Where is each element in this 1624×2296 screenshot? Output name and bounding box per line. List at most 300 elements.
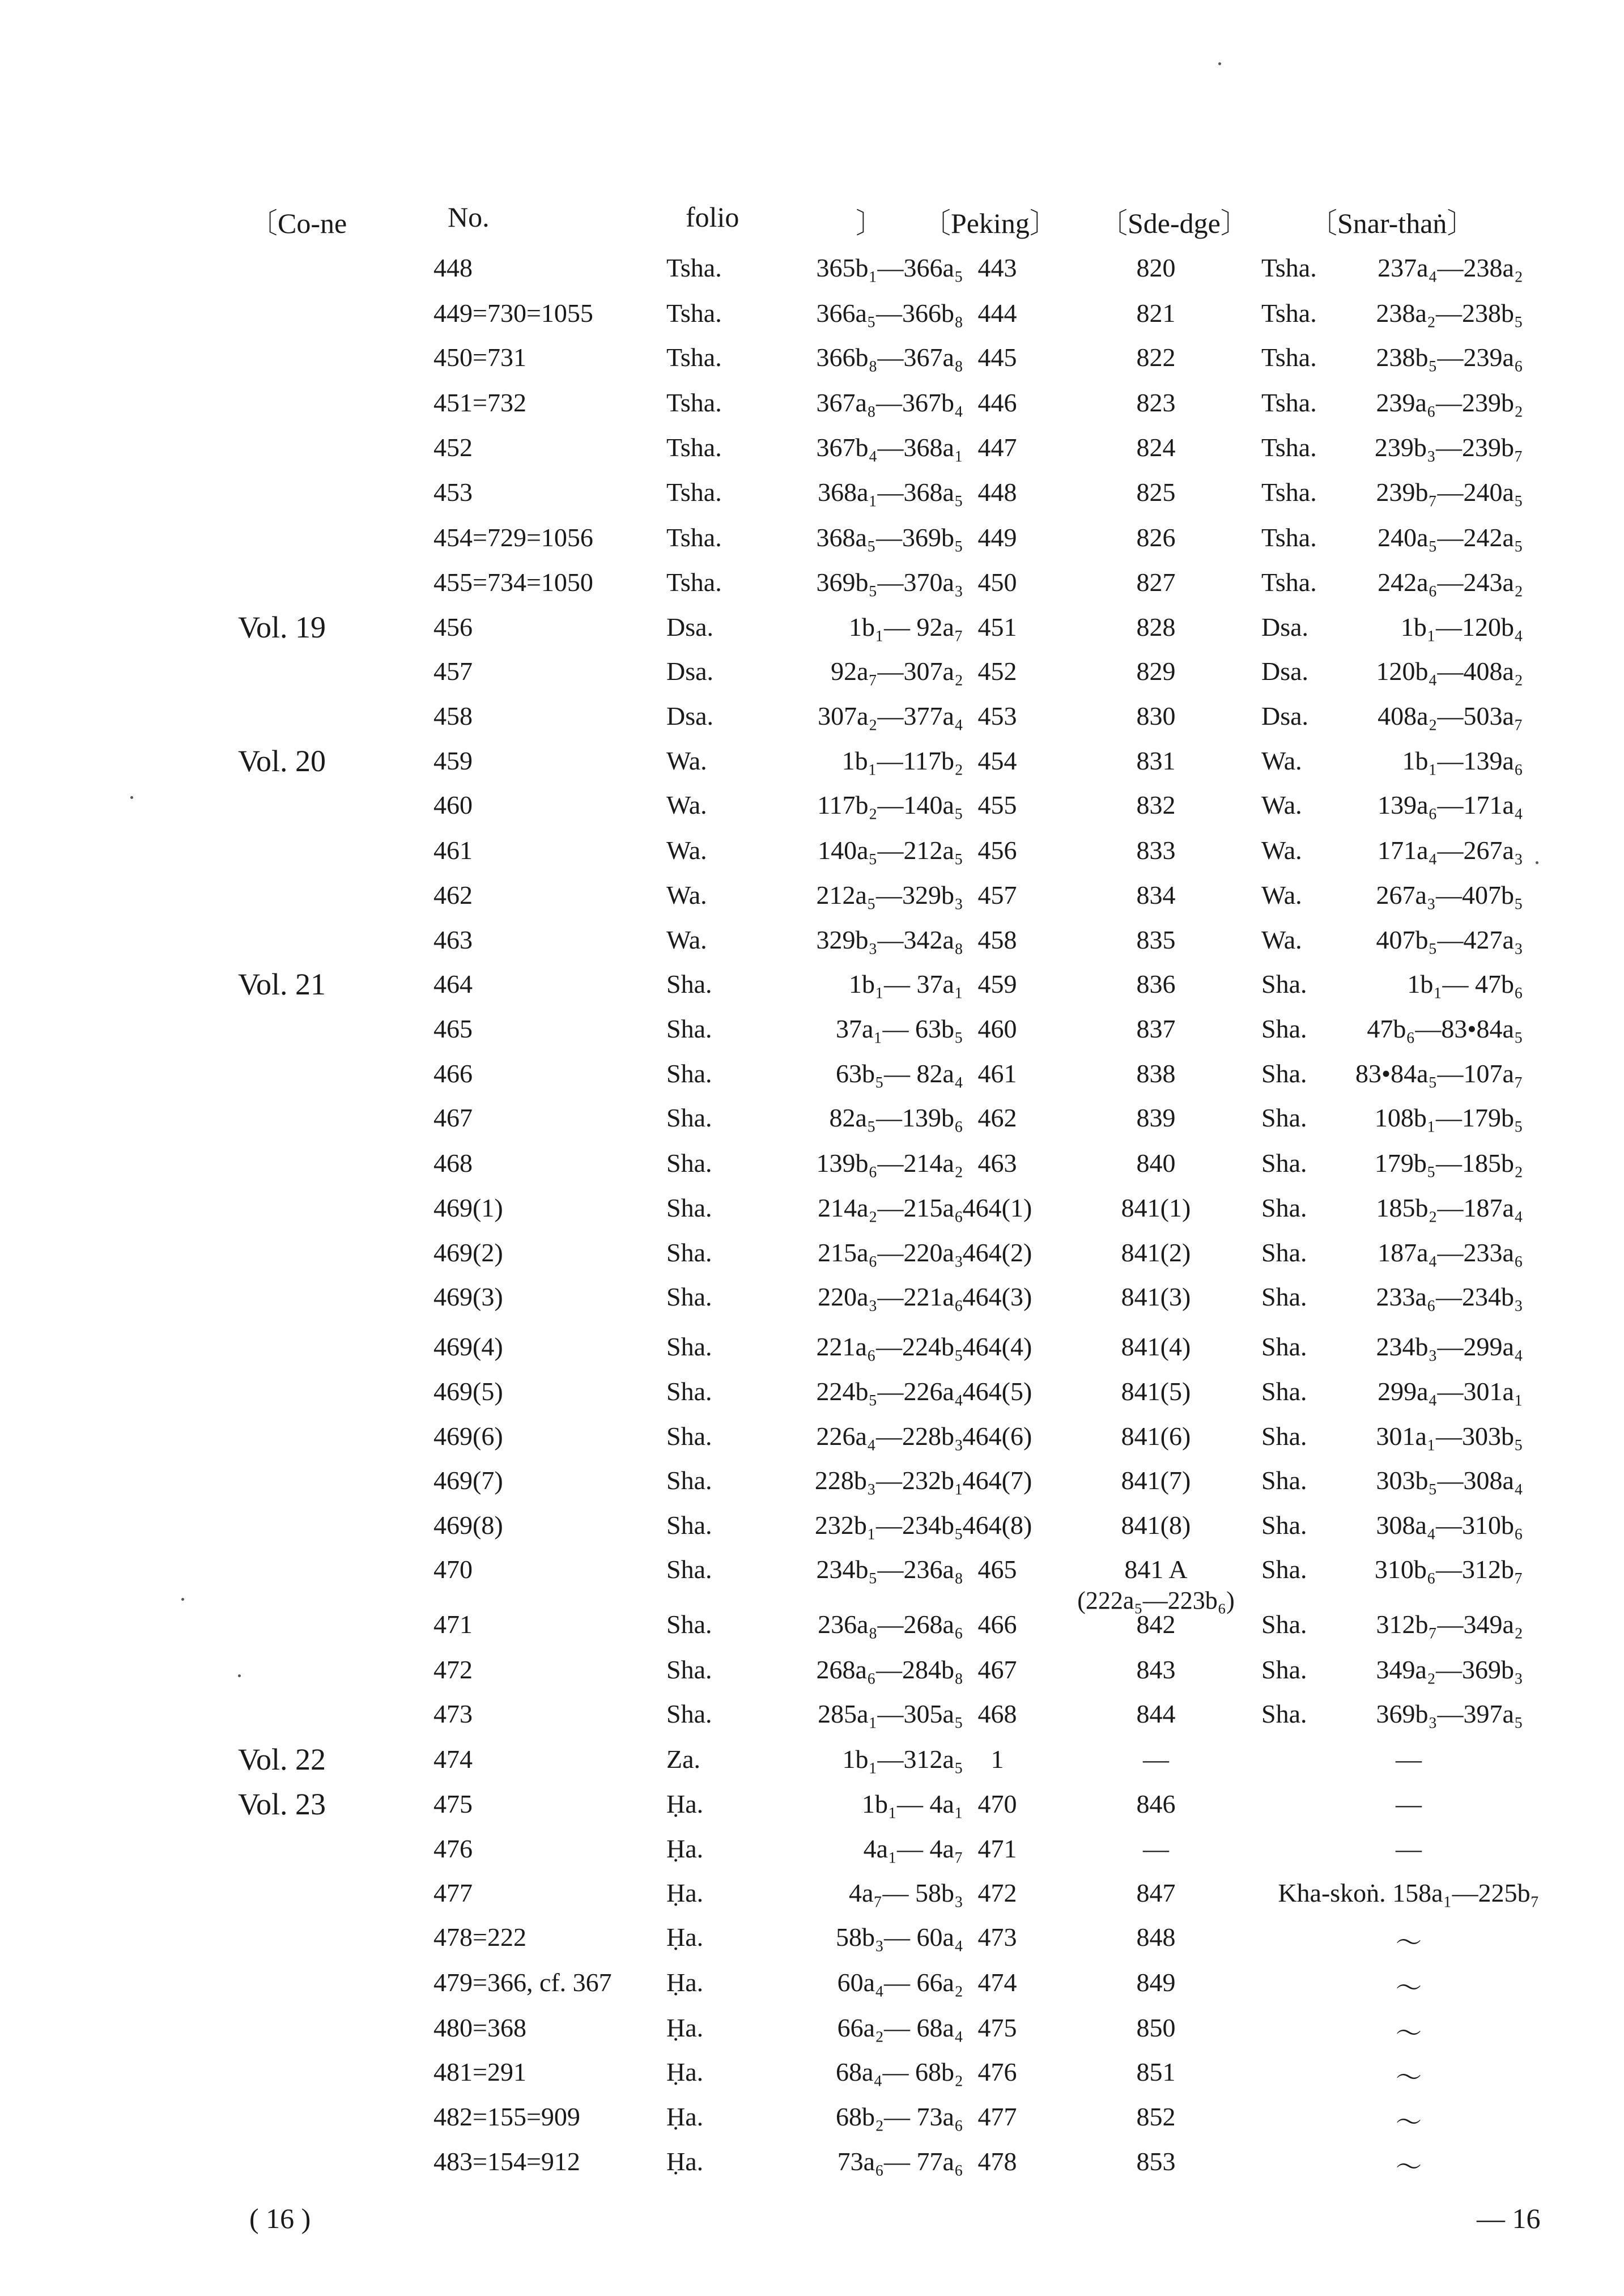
cone-number: 450=731 (433, 343, 526, 372)
folio-section: Wa. (666, 746, 707, 775)
folio-range: 236a₈—268a₆ (818, 1610, 963, 1639)
folio-section: Wa. (666, 881, 707, 909)
scan-speck (130, 796, 133, 799)
sdedge-number: — (1143, 1745, 1169, 1774)
folio-section: Tsha. (666, 299, 722, 328)
folio-range: 268a₆—284b₈ (816, 1655, 963, 1684)
peking-number: 454 (977, 746, 1017, 775)
peking-number: 443 (977, 253, 1017, 282)
cone-number: 466 (433, 1059, 473, 1088)
snarthan-range: 171a₄—267a₃ (1378, 836, 1523, 865)
snarthan-section: Sha. (1261, 1238, 1307, 1267)
table-row (0, 522, 1624, 567)
folio-range: 1b₁— 37a₁ (849, 970, 963, 998)
snarthan-range: 83•84a₅—107a₇ (1355, 1059, 1523, 1088)
sdedge-number: 844 (1136, 1699, 1176, 1728)
cone-number: 478=222 (433, 1923, 526, 1951)
folio-section: Ḥa. (666, 1834, 704, 1863)
sdedge-number: 823 (1136, 388, 1176, 417)
sdedge-number: 843 (1136, 1655, 1176, 1684)
table-row (0, 1465, 1624, 1510)
folio-section: Sha. (666, 1699, 712, 1728)
peking-number: 455 (977, 790, 1017, 819)
folio-range: 232b₁—234b₅ (814, 1511, 963, 1540)
peking-number: 464(4) (962, 1332, 1032, 1361)
sdedge-number: 831 (1136, 746, 1176, 775)
sdedge-number: 822 (1136, 343, 1176, 372)
snarthan-section: Dsa. (1261, 701, 1309, 730)
snarthan-range: 239b₃—239b₇ (1374, 433, 1523, 462)
sdedge-number: 824 (1136, 433, 1176, 462)
table-row (0, 1789, 1624, 1834)
cone-number: 468 (433, 1149, 473, 1177)
snarthan-section: Sha. (1261, 1149, 1307, 1177)
folio-range: 140a₅—212a₅ (818, 836, 963, 865)
table-row (0, 1148, 1624, 1193)
folio-range: 367b₄—368a₁ (816, 433, 963, 462)
table-row (0, 1103, 1624, 1147)
sdedge-number: 848 (1136, 1923, 1176, 1951)
table-row (0, 925, 1624, 970)
snarthan-range: 139a₆—171a₄ (1378, 790, 1523, 819)
table-row (0, 790, 1624, 835)
folio-section: Sha. (666, 970, 712, 998)
sdedge-number: 841(7) (1121, 1466, 1191, 1495)
peking-number: 464(6) (962, 1422, 1032, 1451)
peking-number: 462 (977, 1103, 1017, 1132)
volume-label: Vol. 20 (238, 744, 326, 778)
folio-section: Sha. (666, 1059, 712, 1088)
folio-section: Sha. (666, 1610, 712, 1639)
snarthan-range: 308a₄—310b₆ (1376, 1511, 1523, 1540)
folio-section: Wa. (666, 790, 707, 819)
sdedge-number: 840 (1136, 1149, 1176, 1177)
sdedge-number: 851 (1136, 2057, 1176, 2086)
cone-number: 458 (433, 701, 473, 730)
cone-number: 469(2) (433, 1238, 503, 1267)
cone-number: 469(4) (433, 1332, 503, 1361)
folio-range: 367a₈—367b₄ (816, 388, 963, 417)
snarthan-range: 187a₄—233a₆ (1378, 1238, 1523, 1267)
snarthan-range: 303b₅—308a₄ (1376, 1466, 1523, 1495)
cone-number: 479=366, cf. 367 (433, 1968, 612, 1997)
table-row (0, 567, 1624, 612)
peking-number: 476 (977, 2057, 1017, 2086)
table-row (0, 1058, 1624, 1103)
snarthan-entry: 〜 (1396, 2063, 1422, 2092)
folio-range: 226a₄—228b₃ (816, 1422, 963, 1451)
table-row (0, 1421, 1624, 1466)
snarthan-range: 242a₆—243a₂ (1378, 568, 1523, 597)
peking-number: 1 (990, 1745, 1004, 1774)
volume-label: Vol. 22 (238, 1742, 326, 1776)
scan-speck (238, 1674, 241, 1677)
cone-number: 467 (433, 1103, 473, 1132)
folio-section: Sha. (666, 1655, 712, 1684)
snarthan-range: 312b₇—349a₂ (1376, 1610, 1523, 1639)
cone-number: 475 (433, 1789, 473, 1818)
scan-speck (181, 1598, 184, 1601)
peking-number: 475 (977, 2013, 1017, 2042)
peking-number: 470 (977, 1789, 1017, 1818)
table-row (0, 656, 1624, 701)
snarthan-section: Tsha. (1261, 299, 1317, 328)
snarthan-entry: 〜 (1396, 2153, 1422, 2182)
sdedge-number: — (1143, 1834, 1169, 1863)
folio-section: Za. (666, 1745, 701, 1774)
snarthan-range: 239b₇—240a₅ (1376, 478, 1523, 507)
sdedge-number: 841(1) (1121, 1193, 1191, 1222)
folio-section: Sha. (666, 1193, 712, 1222)
table-row (0, 1834, 1624, 1878)
sdedge-number: 841(5) (1121, 1377, 1191, 1406)
peking-number: 449 (977, 523, 1017, 552)
snarthan-section: Sha. (1261, 1422, 1307, 1451)
snarthan-section: Wa. (1261, 925, 1302, 954)
volume-label: Vol. 23 (238, 1787, 326, 1821)
folio-range: 37a₁— 63b₅ (836, 1014, 963, 1043)
table-row (0, 1967, 1624, 2012)
snarthan-section: Sha. (1261, 1466, 1307, 1495)
snarthan-section: Tsha. (1261, 478, 1317, 507)
folio-section: Sha. (666, 1511, 712, 1540)
snarthan-section: Tsha. (1261, 568, 1317, 597)
folio-range: 234b₅—236a₈ (816, 1555, 963, 1584)
cone-number: 480=368 (433, 2013, 526, 2042)
folio-range: 4a₇— 58b₃ (849, 1878, 963, 1907)
cone-number: 460 (433, 790, 473, 819)
cone-number: 473 (433, 1699, 473, 1728)
peking-number: 445 (977, 343, 1017, 372)
sdedge-number: 841(4) (1121, 1332, 1191, 1361)
sdedge-number: 841(6) (1121, 1422, 1191, 1451)
table-row (0, 746, 1624, 790)
peking-number: 464(7) (962, 1466, 1032, 1495)
cone-number: 469(5) (433, 1377, 503, 1406)
folio-range: 215a₆—220a₃ (818, 1238, 963, 1267)
folio-section: Dsa. (666, 657, 714, 686)
table-row (0, 432, 1624, 477)
snarthan-section: Sha. (1261, 970, 1307, 998)
snarthan-entry: — (1396, 1834, 1422, 1863)
snarthan-section: Sha. (1261, 1655, 1307, 1684)
folio-section: Wa. (666, 836, 707, 865)
table-row (0, 2013, 1624, 2057)
snarthan-range: 301a₁—303b₅ (1376, 1422, 1523, 1451)
sdedge-number: 833 (1136, 836, 1176, 865)
snarthan-entry: — (1396, 1789, 1422, 1818)
folio-section: Sha. (666, 1422, 712, 1451)
header-snarthan: 〔Snar-thaṅ〕 (1309, 207, 1476, 239)
folio-range: 4a₁— 4a₇ (863, 1834, 963, 1863)
peking-number: 446 (977, 388, 1017, 417)
cone-number: 465 (433, 1014, 473, 1043)
sdedge-number: 841(3) (1121, 1282, 1191, 1311)
snarthan-range: 310b₆—312b₇ (1374, 1555, 1523, 1584)
cone-number: 451=732 (433, 388, 526, 417)
sdedge-number: 850 (1136, 2013, 1176, 2042)
snarthan-range: 239a₆—239b₂ (1376, 388, 1523, 417)
scan-speck (1536, 861, 1538, 864)
sdedge-number: 834 (1136, 881, 1176, 909)
folio-range: 221a₆—224b₅ (816, 1332, 963, 1361)
folio-section: Wa. (666, 925, 707, 954)
cone-number: 470 (433, 1555, 473, 1584)
folio-range: 1b₁—312a₅ (842, 1745, 963, 1774)
peking-number: 464(5) (962, 1377, 1032, 1406)
table-row (0, 1699, 1624, 1744)
cone-number: 455=734=1050 (433, 568, 593, 597)
snarthan-section: Sha. (1261, 1014, 1307, 1043)
cone-number: 456 (433, 613, 473, 641)
cone-number: 448 (433, 253, 473, 282)
snarthan-section: Sha. (1261, 1059, 1307, 1088)
table-row (0, 2146, 1624, 2191)
folio-range: 368a₅—369b₅ (816, 523, 963, 552)
peking-number: 464(8) (962, 1511, 1032, 1540)
folio-range: 224b₅—226a₄ (816, 1377, 963, 1406)
snarthan-section: Tsha. (1261, 253, 1317, 282)
folio-section: Sha. (666, 1377, 712, 1406)
snarthan-range: 234b₃—299a₄ (1376, 1332, 1523, 1361)
folio-section: Sha. (666, 1282, 712, 1311)
snarthan-entry: Kha-skoṅ. 158a₁—225b₇ (1278, 1878, 1540, 1907)
folio-section: Tsha. (666, 478, 722, 507)
folio-section: Sha. (666, 1014, 712, 1043)
peking-number: 471 (977, 1834, 1017, 1863)
snarthan-entry: 〜 (1396, 1928, 1422, 1957)
snarthan-section: Sha. (1261, 1555, 1307, 1584)
sdedge-number: 835 (1136, 925, 1176, 954)
table-row (0, 1744, 1624, 1789)
snarthan-range: 1b₁—120b₄ (1400, 613, 1523, 641)
folio-range: 212a₅—329b₃ (816, 881, 963, 909)
table-row (0, 1510, 1624, 1555)
cone-number: 462 (433, 881, 473, 909)
folio-section: Sha. (666, 1149, 712, 1177)
peking-number: 453 (977, 701, 1017, 730)
folio-range: 68b₂— 73a₆ (836, 2102, 963, 2131)
table-row (0, 835, 1624, 880)
folio-section: Tsha. (666, 343, 722, 372)
snarthan-entry: 〜 (1396, 1974, 1422, 2002)
cone-number: 477 (433, 1878, 473, 1907)
sdedge-number: 841(8) (1121, 1511, 1191, 1540)
cone-number: 453 (433, 478, 473, 507)
snarthan-section: Dsa. (1261, 613, 1309, 641)
header-cone: 〔Co-ne (249, 207, 347, 239)
snarthan-range: 1b₁—139a₆ (1402, 746, 1523, 775)
cone-number: 463 (433, 925, 473, 954)
folio-section: Sha. (666, 1103, 712, 1132)
folio-section: Ḥa. (666, 2147, 704, 2176)
folio-section: Sha. (666, 1466, 712, 1495)
snarthan-range: 408a₂—503a₇ (1378, 701, 1523, 730)
sdedge-number: 852 (1136, 2102, 1176, 2131)
cone-number: 457 (433, 657, 473, 686)
table-row (0, 1878, 1624, 1923)
table-row (0, 880, 1624, 925)
peking-number: 447 (977, 433, 1017, 462)
table-row (0, 612, 1624, 657)
header-peking: 〔Peking〕 (922, 207, 1058, 239)
snarthan-section: Sha. (1261, 1332, 1307, 1361)
snarthan-section: Sha. (1261, 1282, 1307, 1311)
cone-number: 469(6) (433, 1422, 503, 1451)
peking-number: 467 (977, 1655, 1017, 1684)
folio-range: 82a₅—139b₆ (829, 1103, 963, 1132)
table-row (0, 1655, 1624, 1699)
sdedge-number: 830 (1136, 701, 1176, 730)
cone-number: 454=729=1056 (433, 523, 593, 552)
snarthan-section: Wa. (1261, 746, 1302, 775)
folio-section: Dsa. (666, 701, 714, 730)
sdedge-number: 847 (1136, 1878, 1176, 1907)
cone-number: 452 (433, 433, 473, 462)
peking-number: 473 (977, 1923, 1017, 1951)
folio-range: 220a₃—221a₆ (818, 1282, 963, 1311)
folio-range: 92a₇—307a₂ (831, 657, 963, 686)
snarthan-range: 185b₂—187a₄ (1376, 1193, 1523, 1222)
scan-speck (1218, 62, 1221, 65)
peking-number: 466 (977, 1610, 1017, 1639)
snarthan-range: 108b₁—179b₅ (1374, 1103, 1523, 1132)
folio-range: 66a₂— 68a₄ (837, 2013, 963, 2042)
cone-number: 472 (433, 1655, 473, 1684)
table-row (0, 1193, 1624, 1238)
cone-number: 461 (433, 836, 473, 865)
folio-range: 139b₆—214a₂ (816, 1149, 963, 1177)
folio-range: 68a₄— 68b₂ (836, 2057, 963, 2086)
table-row (0, 253, 1624, 297)
folio-section: Ḥa. (666, 2102, 704, 2131)
snarthan-range: 179b₅—185b₂ (1374, 1149, 1523, 1177)
folio-range: 1b₁— 4a₁ (862, 1789, 963, 1818)
snarthan-range: 369b₃—397a₅ (1376, 1699, 1523, 1728)
snarthan-section: Sha. (1261, 1377, 1307, 1406)
folio-section: Tsha. (666, 253, 722, 282)
peking-number: 460 (977, 1014, 1017, 1043)
peking-number: 448 (977, 478, 1017, 507)
table-row (0, 1376, 1624, 1421)
peking-number: 463 (977, 1149, 1017, 1177)
cone-number: 469(3) (433, 1282, 503, 1311)
peking-number: 450 (977, 568, 1017, 597)
folio-range: 63b₅— 82a₄ (836, 1059, 963, 1088)
folio-section: Tsha. (666, 433, 722, 462)
snarthan-range: 349a₂—369b₃ (1376, 1655, 1523, 1684)
table-row (0, 298, 1624, 343)
folio-section: Ḥa. (666, 1878, 704, 1907)
snarthan-section: Wa. (1261, 881, 1302, 909)
folio-section: Tsha. (666, 523, 722, 552)
snarthan-section: Sha. (1261, 1193, 1307, 1222)
table-row (0, 1922, 1624, 1967)
cone-number: 483=154=912 (433, 2147, 580, 2176)
page-number-right: — 16 (1477, 2203, 1541, 2234)
folio-section: Sha. (666, 1555, 712, 1584)
snarthan-section: Sha. (1261, 1511, 1307, 1540)
folio-range: 58b₃— 60a₄ (836, 1923, 963, 1951)
folio-range: 369b₅—370a₃ (816, 568, 963, 597)
snarthan-section: Wa. (1261, 836, 1302, 865)
snarthan-range: 267a₃—407b₅ (1376, 881, 1523, 909)
snarthan-entry: 〜 (1396, 2108, 1422, 2137)
snarthan-section: Tsha. (1261, 433, 1317, 462)
sdedge-number: 853 (1136, 2147, 1176, 2176)
table-row (0, 2102, 1624, 2146)
snarthan-range: 407b₅—427a₃ (1376, 925, 1523, 954)
folio-section: Ḥa. (666, 1968, 704, 1997)
folio-section: Tsha. (666, 388, 722, 417)
sdedge-number: 825 (1136, 478, 1176, 507)
snarthan-section: Sha. (1261, 1103, 1307, 1132)
cone-number: 464 (433, 970, 473, 998)
cone-number: 476 (433, 1834, 473, 1863)
cone-number: 469(8) (433, 1511, 503, 1540)
folio-range: 73a₆— 77a₆ (837, 2147, 963, 2176)
folio-range: 329b₃—342a₈ (816, 925, 963, 954)
snarthan-range: 237a₄—238a₂ (1378, 253, 1523, 282)
folio-range: 307a₂—377a₄ (818, 701, 963, 730)
peking-number: 444 (977, 299, 1017, 328)
folio-section: Sha. (666, 1238, 712, 1267)
sdedge-number: 837 (1136, 1014, 1176, 1043)
header-sdedge: 〔Sde-dge〕 (1099, 207, 1249, 239)
peking-number: 464(3) (962, 1282, 1032, 1311)
peking-number: 458 (977, 925, 1017, 954)
folio-range: 285a₁—305a₅ (818, 1699, 963, 1728)
folio-section: Ḥa. (666, 2057, 704, 2086)
folio-range: 228b₃—232b₁ (814, 1466, 963, 1495)
peking-number: 451 (977, 613, 1017, 641)
peking-number: 456 (977, 836, 1017, 865)
sdedge-number: 836 (1136, 970, 1176, 998)
table-row (0, 2057, 1624, 2102)
folio-range: 214a₂—215a₆ (818, 1193, 963, 1222)
snarthan-section: Tsha. (1261, 343, 1317, 372)
table-row (0, 969, 1624, 1014)
folio-range: 366b₈—367a₈ (816, 343, 963, 372)
table-row (0, 477, 1624, 522)
sdedge-number: 842 (1136, 1610, 1176, 1639)
snarthan-section: Dsa. (1261, 657, 1309, 686)
folio-section: Tsha. (666, 568, 722, 597)
volume-label: Vol. 21 (238, 967, 326, 1001)
folio-section: Ḥa. (666, 2013, 704, 2042)
folio-range: 117b₂—140a₅ (817, 790, 963, 819)
snarthan-range: 47b₆—83•84a₅ (1367, 1014, 1523, 1043)
sdedge-number: 849 (1136, 1968, 1176, 1997)
snarthan-range: 240a₅—242a₅ (1378, 523, 1523, 552)
cone-number: 459 (433, 746, 473, 775)
sdedge-number: 829 (1136, 657, 1176, 686)
folio-section: Ḥa. (666, 1789, 704, 1818)
snarthan-section: Tsha. (1261, 388, 1317, 417)
cone-number: 474 (433, 1745, 473, 1774)
folio-range: 365b₁—366a₅ (816, 253, 963, 282)
snarthan-range: 238a₂—238b₅ (1376, 299, 1523, 328)
sdedge-subrange: (222a₅—223b₆) (1077, 1587, 1235, 1614)
table-row (0, 342, 1624, 387)
table-row (0, 1554, 1624, 1614)
snarthan-range: 233a₆—234b₃ (1376, 1282, 1523, 1311)
sdedge-number: 841 A (1124, 1555, 1188, 1584)
cone-number: 469(7) (433, 1466, 503, 1495)
sdedge-number: 826 (1136, 523, 1176, 552)
page-number-left: ( 16 ) (249, 2203, 311, 2234)
sdedge-number: 838 (1136, 1059, 1176, 1088)
